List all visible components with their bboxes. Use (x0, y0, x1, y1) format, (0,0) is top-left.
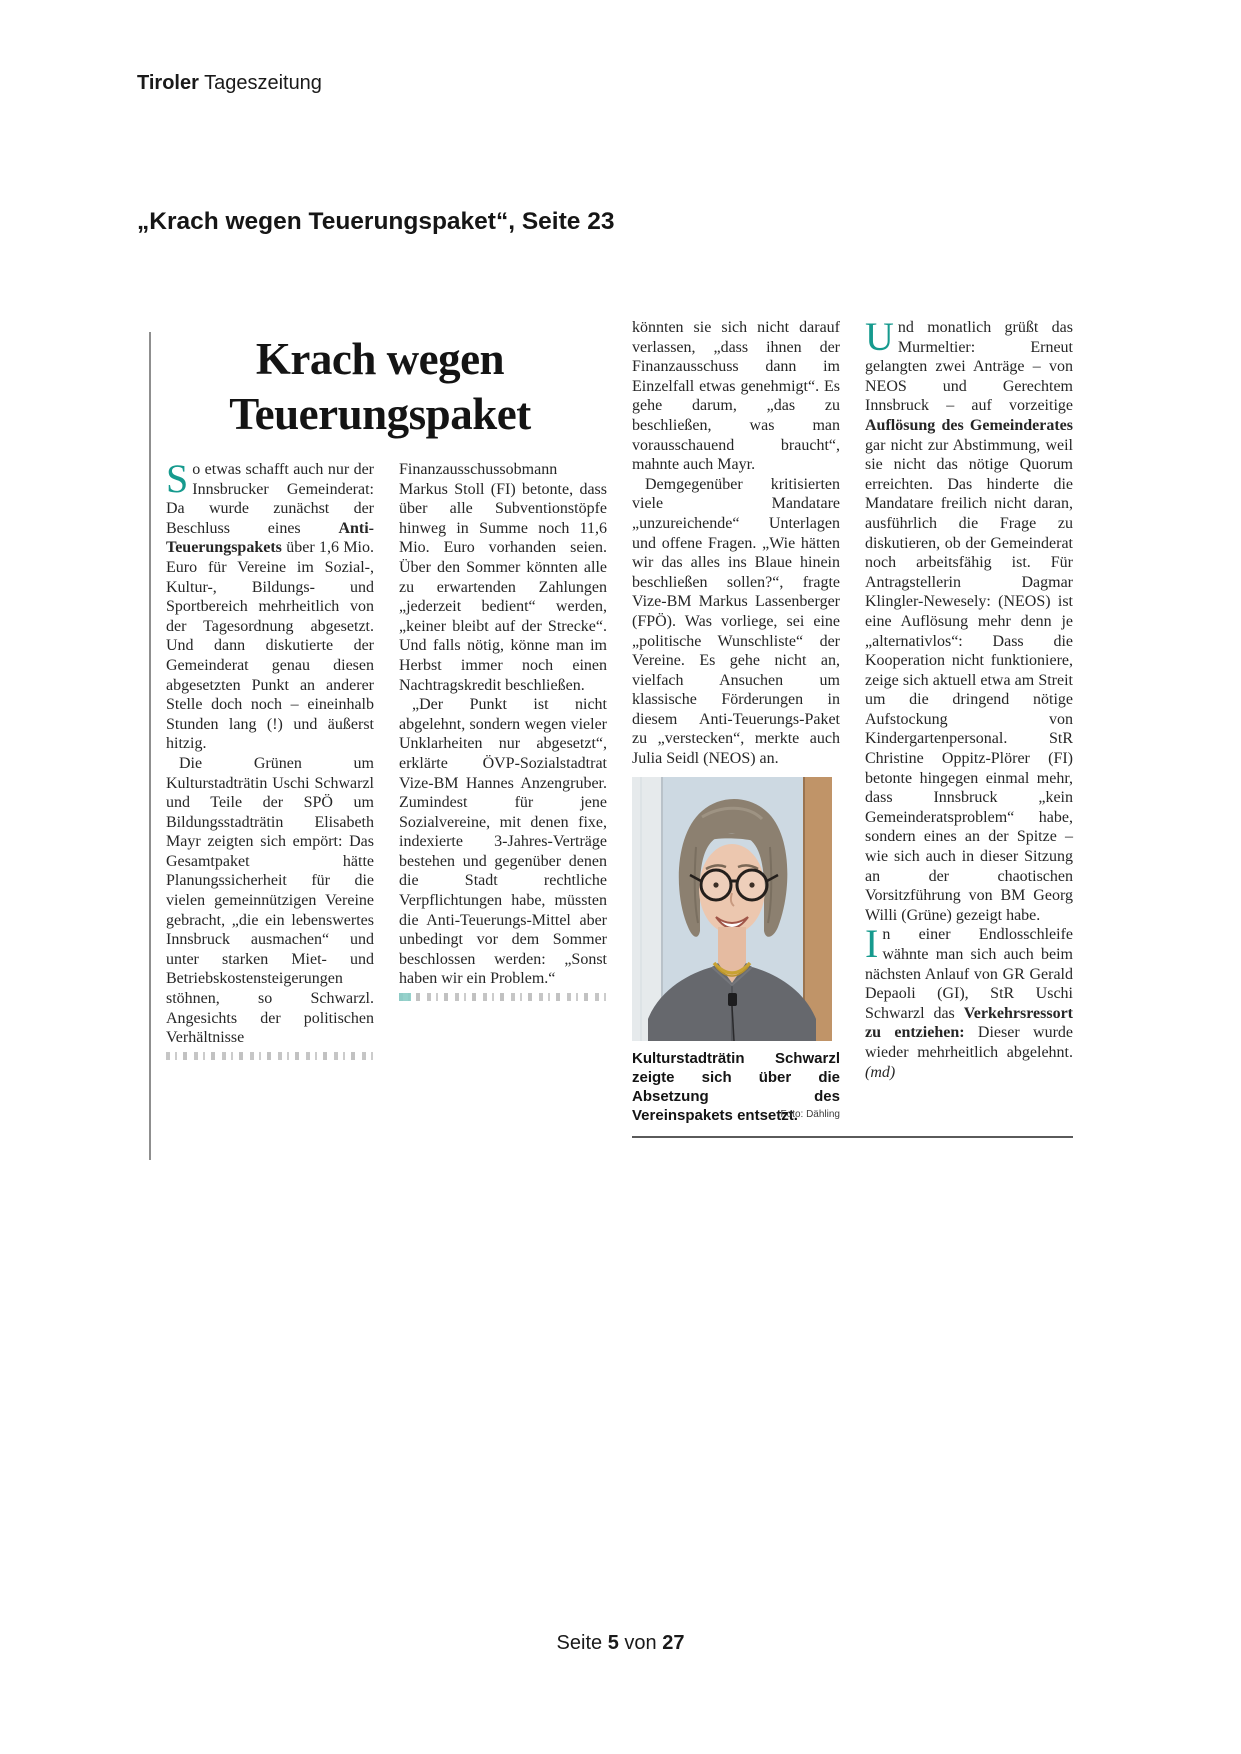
text-segment: nd monatlich grüßt das Murmeltier: Erneut gelangten zwei Anträge – von NEOS und Gerechtem Innsbruck – auf vorzeitige (865, 319, 1073, 415)
article-title-line2: Teuerungspaket (229, 389, 531, 439)
cut-text-fragment (166, 1052, 374, 1060)
drop-cap: I (865, 921, 879, 967)
clipping-headline: „Krach wegen Teuerungspaket“, Seite 23 (137, 208, 615, 235)
drop-cap: U (865, 314, 894, 359)
paragraph (865, 921, 1074, 1082)
paragraph (399, 460, 607, 695)
paragraph (632, 475, 840, 769)
article-column-1 (166, 456, 374, 1060)
photo-caption (632, 1049, 840, 1125)
article-column-4 (865, 314, 1074, 1082)
footer-word-page: Seite (556, 1632, 603, 1654)
text-segment: Dieser wurde wieder mehrheitlich abgelehnt. (865, 1024, 1074, 1061)
portrait-photo-graphic (632, 777, 832, 1041)
text-segment: n einer Endlosschleife wähnte man sich auch beim nächsten Anlauf von GR Gerald Depaoli (GI), StR Uschi Schwarzl das (865, 926, 1073, 1022)
paragraph (632, 318, 840, 475)
paragraph (166, 456, 374, 754)
text-segment: über 1,6 Mio. Euro für Vereine im Sozial-, Kultur-, Bildungs- und Sportbereich mehrheitlich von der Tagesordnung abgesetzt. Und dann diskutierte der Gemeinderat genau diesen abgesetzten Punkt an anderer Stelle doch noch – eineinhalb Stunden lang (!) und äußerst hitzig. (166, 539, 374, 753)
portrait-photo-schwarzl (632, 777, 832, 1041)
text-segment: Finanzausschussobmann Markus Stoll (FI) betonte, dass über alle Subventionstöpfe hinweg in Summe noch 11,6 Mio. Euro vorhanden seien. Über den Sommer könnten alle zu erwartenden Zahlungen „jederzeit bedient“ werden, „keiner bleibt auf der Strecke“. Und falls nötig, könne man im Herbst immer noch einen Nachtragskredit beschließen. (399, 461, 607, 694)
text-segment: (md) (865, 1063, 896, 1081)
article-column-2 (399, 460, 607, 1001)
text-segment: Auflösung des Gemeinderates (865, 416, 1073, 434)
article-column-3 (632, 318, 840, 1125)
footer-total-pages: 27 (662, 1632, 685, 1654)
masthead-rest: Tageszeitung (198, 72, 322, 94)
text-segment: könnten sie sich nicht darauf verlassen, „dass ihnen der Finanzausschuss dann im Einzelfall etwas genehmigt“. Es gehe darum, „das zu beschließen, was man vorausschauend braucht“, mahnte auch Mayr. (632, 319, 840, 474)
cut-dropcap-fragment (399, 993, 411, 1001)
clipping-bottom-rule (632, 1136, 1073, 1138)
paragraph (166, 754, 374, 1048)
photo-caption-text: Kulturstadträtin Schwarzl zeigte sich über die Absetzung des Vereinspakets entsetzt. (632, 1049, 840, 1124)
text-segment: Die Grünen um Kulturstadträtin Uschi Schwarzl und Teile der SPÖ um Bildungsstadträtin Elisabeth Mayr zeigten sich empört: Das Gesamtpaket hätte Planungssicherheit für die vielen gemeinnützigen Vereine gebracht, „die ein lebenswertes Innsbruck ausmachen“ und unter starken Miet- und Betriebskostensteigerungen stöhnen, so Schwarzl. Angesichts der politischen Verhältnisse (166, 754, 374, 1047)
text-segment: Anti-Teuerungspakets (166, 519, 374, 557)
clipping-left-rule (149, 332, 151, 1160)
footer-current-page: 5 (607, 1632, 619, 1654)
masthead-bold: Tiroler (137, 72, 199, 94)
text-segment: „Der Punkt ist nicht abgelehnt, sondern wegen vieler Unklarheiten nur abgesetzt“, erklärte ÖVP-Sozialstadtrat Vize-BM Hannes Anzengruber. Zumindest für jene Sozialvereine, mit denen fixe, indexierte 3-Jahres-Verträge bestehen und gegenüber denen die Stadt rechtliche Verpflichtungen habe, müssten die Anti-Teuerungs-Mittel aber unbedingt vor dem Sommer beschlossen werden: „Sonst haben wir ein Problem.“ (399, 696, 607, 988)
text-segment: Verkehrsressort zu entziehen: (865, 1004, 1073, 1042)
footer-word-of: von (624, 1632, 657, 1654)
article-clipping (137, 310, 1077, 1176)
paragraph (399, 695, 607, 989)
newspaper-masthead (137, 72, 322, 95)
column-3-text (632, 318, 840, 769)
page-footer (0, 1632, 1241, 1655)
drop-cap: S (166, 456, 189, 501)
article-title (157, 332, 603, 442)
paragraph (865, 314, 1073, 925)
text-segment: o etwas schafft auch nur der Innsbrucker Gemeinderat: Da wurde zunächst der Beschluss eines (166, 461, 374, 537)
cut-text-fragment (399, 993, 607, 1001)
text-segment: Demgegenüber kritisierten viele Mandatare „unzureichende“ Unterlagen und offene Fragen. „Wie hätten wir das alles ins Blaue hinein beschließen sollen?“, fragte Vize-BM Markus Lassenberger (FPÖ). Was vorliege, sei eine „politische Wunschliste“ der Vereine. Es gehe nicht an, vielfach Ansuchen um klassische Förderungen in diesem Anti-Teuerungs-Paket zu „verstecken“, merkte auch Julia Seidl (NEOS) an. (632, 475, 840, 768)
article-title-line1: Krach wegen (255, 334, 505, 384)
text-segment: gar nicht zur Abstimmung, weil sie nicht das nötige Quorum erreichten. Das hinderte die Mandatare freilich nicht daran, ausführlich die Frage zu diskutieren, ob der Gemeinderat noch arbeitsfähig ist. Für Antragstellerin Dagmar Klingler-Newesely: (NEOS) ist eine Auflösung mehr denn je „alternativlos“: Dass die Kooperation nicht funktioniere, zeige sich aktuell etwa am Streit um die dringend nötige Aufstockung von Kindergartenpersonal. StR Christine Oppitz-Plörer (FI) betonte hingegen einmal mehr, dass Innsbruck „kein Gemeinderatsproblem“ habe, sondern eines an der Spitze – wie sich auch in dieser Sitzung an der chaotischen Vorsitzführung von BM Georg Willi (Grüne) gezeigt habe. (865, 436, 1073, 924)
photo-credit: Foto: Dähling (780, 1108, 840, 1120)
